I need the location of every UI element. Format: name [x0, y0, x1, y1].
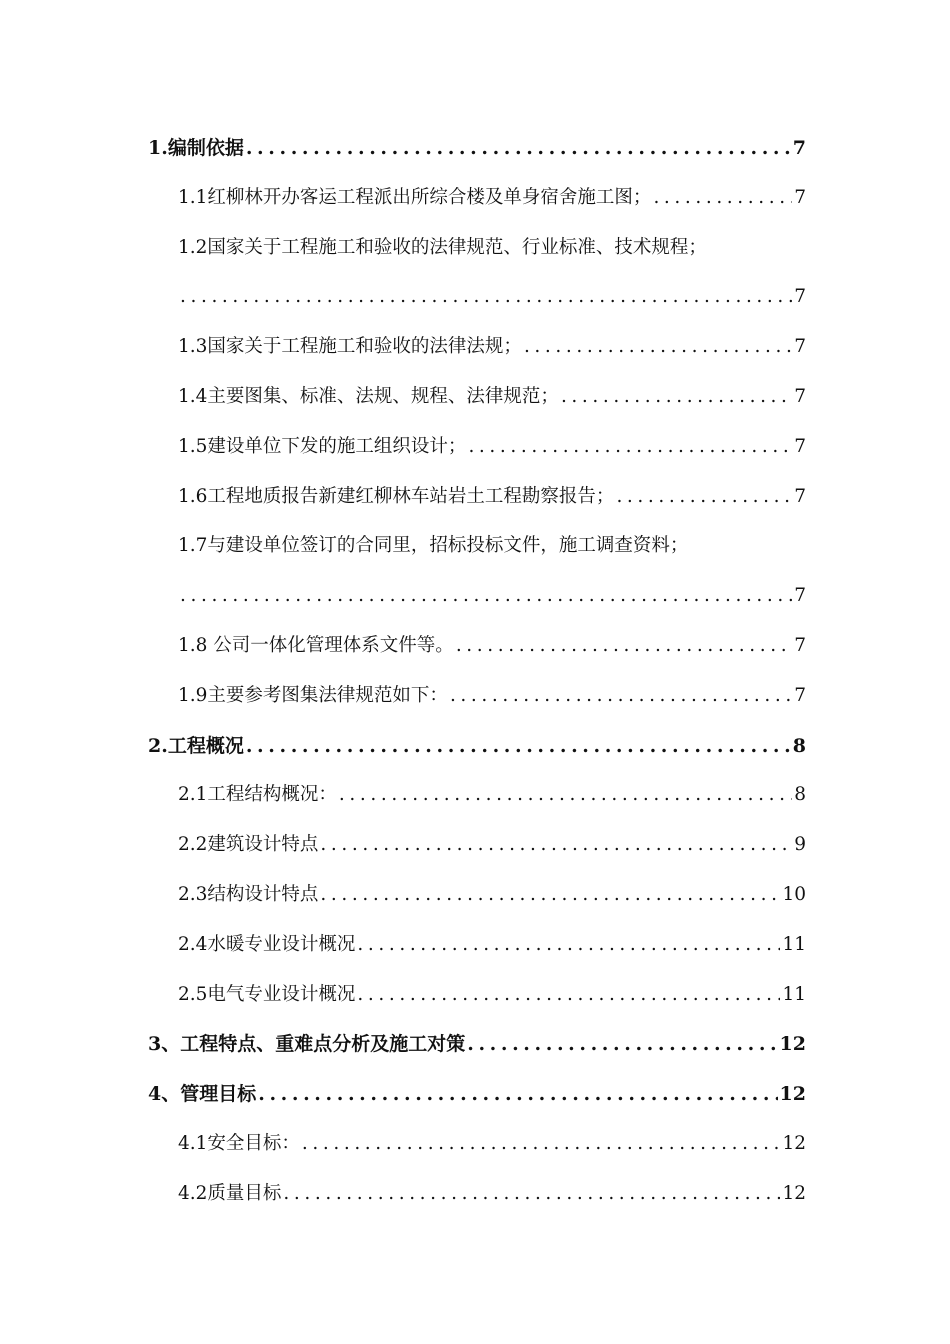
- toc-dot-leader: [450, 676, 792, 716]
- toc-entry-page-number: 8: [794, 784, 806, 806]
- toc-entry-title: 1.5建设单位下发的施工组织设计；: [178, 435, 467, 457]
- toc-entry-title: 3、工程特点、重难点分析及施工对策: [148, 1033, 466, 1056]
- toc-entry[interactable]: [178, 825, 806, 865]
- toc-dot-leader: [653, 178, 792, 218]
- toc-entry-page-number: 12: [779, 1033, 806, 1056]
- toc-entry-title: 1.9主要参考图集法律规范如下：: [178, 684, 448, 706]
- toc-entry-title: 1.8 公司一体化管理体系文件等。: [178, 635, 454, 656]
- toc-entry-page-number: 12: [779, 1083, 806, 1106]
- toc-entry[interactable]: [148, 726, 806, 766]
- toc-entry-page-number: 7: [794, 435, 806, 457]
- toc-dot-leader: [246, 726, 791, 766]
- toc-dot-leader: [283, 1174, 780, 1214]
- toc-entry[interactable]: [178, 228, 806, 268]
- toc-entry-page-number: 8: [792, 734, 806, 757]
- toc-entry-title: 4.1安全目标：: [178, 1133, 300, 1154]
- toc-entry-title: 4、管理目标: [148, 1083, 257, 1106]
- toc-entry[interactable]: [178, 626, 806, 666]
- toc-dot-leader: [524, 327, 792, 367]
- toc-entry[interactable]: [178, 377, 806, 417]
- toc-entry[interactable]: [178, 775, 806, 815]
- toc-entry-page-number: 7: [794, 186, 806, 208]
- toc-entry-title: 1.2国家关于工程施工和验收的法律规范、行业标准、技术规程；: [178, 236, 707, 258]
- toc-dot-leader: [302, 1124, 781, 1164]
- toc-entry-page-number: 7: [794, 286, 806, 308]
- toc-entry[interactable]: [178, 526, 806, 566]
- toc-entry[interactable]: [178, 277, 806, 317]
- toc-entry[interactable]: [178, 1174, 806, 1214]
- toc-dot-leader: [468, 427, 792, 467]
- toc-entry-page-number: 10: [782, 884, 806, 905]
- toc-dot-leader: [320, 875, 780, 915]
- toc-dot-leader: [320, 825, 792, 865]
- toc-entry-page-number: 7: [794, 386, 806, 407]
- toc-entry-title: 1.6工程地质报告新建红柳林车站岩土工程勘察报告；: [178, 485, 615, 507]
- toc-entry-page-number: 7: [794, 585, 806, 607]
- toc-dot-leader: [456, 626, 792, 666]
- toc-entry[interactable]: [178, 875, 806, 915]
- toc-entry-page-number: 7: [794, 635, 806, 656]
- toc-entry[interactable]: [178, 925, 806, 965]
- toc-entry-page-number: 7: [794, 684, 806, 706]
- toc-entry-page-number: 12: [782, 1182, 806, 1204]
- toc-entry-title: 2.工程概况: [148, 734, 244, 757]
- toc-entry-page-number: 7: [794, 336, 806, 358]
- toc-entry-title: 1.7与建设单位签订的合同里，招标投标文件，施工调查资料；: [178, 535, 689, 557]
- toc-dot-leader: [246, 128, 791, 168]
- toc-entry-title: 1.4主要图集、标准、法规、规程、法律规范；: [178, 386, 559, 407]
- toc-entry-title: 1.1红柳林开办客运工程派出所综合楼及单身宿舍施工图；: [178, 186, 652, 208]
- toc-entry-title: 2.3结构设计特点: [178, 884, 319, 905]
- toc-dot-leader: [357, 975, 780, 1015]
- toc-dot-leader: [180, 277, 792, 317]
- toc-entry[interactable]: [148, 1074, 806, 1114]
- toc-dot-leader: [258, 1074, 777, 1114]
- toc-dot-leader: [467, 1024, 777, 1064]
- toc-entry[interactable]: [178, 1124, 806, 1164]
- toc-entry-page-number: 12: [782, 1133, 806, 1154]
- toc-dot-leader: [357, 925, 780, 965]
- toc-entry[interactable]: [148, 1024, 806, 1064]
- toc-dot-leader: [616, 477, 792, 517]
- toc-entry[interactable]: [178, 427, 806, 467]
- toc-entry-title: 1.3国家关于工程施工和验收的法律法规；: [178, 336, 522, 358]
- toc-dot-leader: [180, 576, 792, 616]
- toc-entry[interactable]: [178, 576, 806, 616]
- toc-entry-page-number: 9: [794, 834, 806, 856]
- toc-entry[interactable]: [178, 477, 806, 517]
- toc-entry-page-number: 11: [782, 983, 806, 1005]
- toc-entry-title: 2.5电气专业设计概况: [178, 983, 356, 1005]
- toc-entry[interactable]: [178, 178, 806, 218]
- toc-dot-leader: [339, 775, 792, 815]
- toc-entry[interactable]: [178, 975, 806, 1015]
- toc-entry-page-number: 11: [782, 933, 806, 955]
- toc-entry-title: 2.4水暖专业设计概况: [178, 933, 356, 955]
- toc-entry-title: 2.2建筑设计特点: [178, 834, 319, 856]
- toc-entry-title: 2.1工程结构概况：: [178, 784, 337, 806]
- toc-entry-title: 1.编制依据: [148, 137, 244, 159]
- toc-entry-title: 4.2质量目标: [178, 1182, 282, 1204]
- toc-entry[interactable]: [178, 327, 806, 367]
- toc-dot-leader: [561, 377, 792, 417]
- toc-entry[interactable]: [148, 128, 806, 168]
- toc-entry[interactable]: [178, 676, 806, 716]
- toc-entry-page-number: 7: [794, 485, 806, 507]
- toc-entry-page-number: 7: [792, 137, 806, 159]
